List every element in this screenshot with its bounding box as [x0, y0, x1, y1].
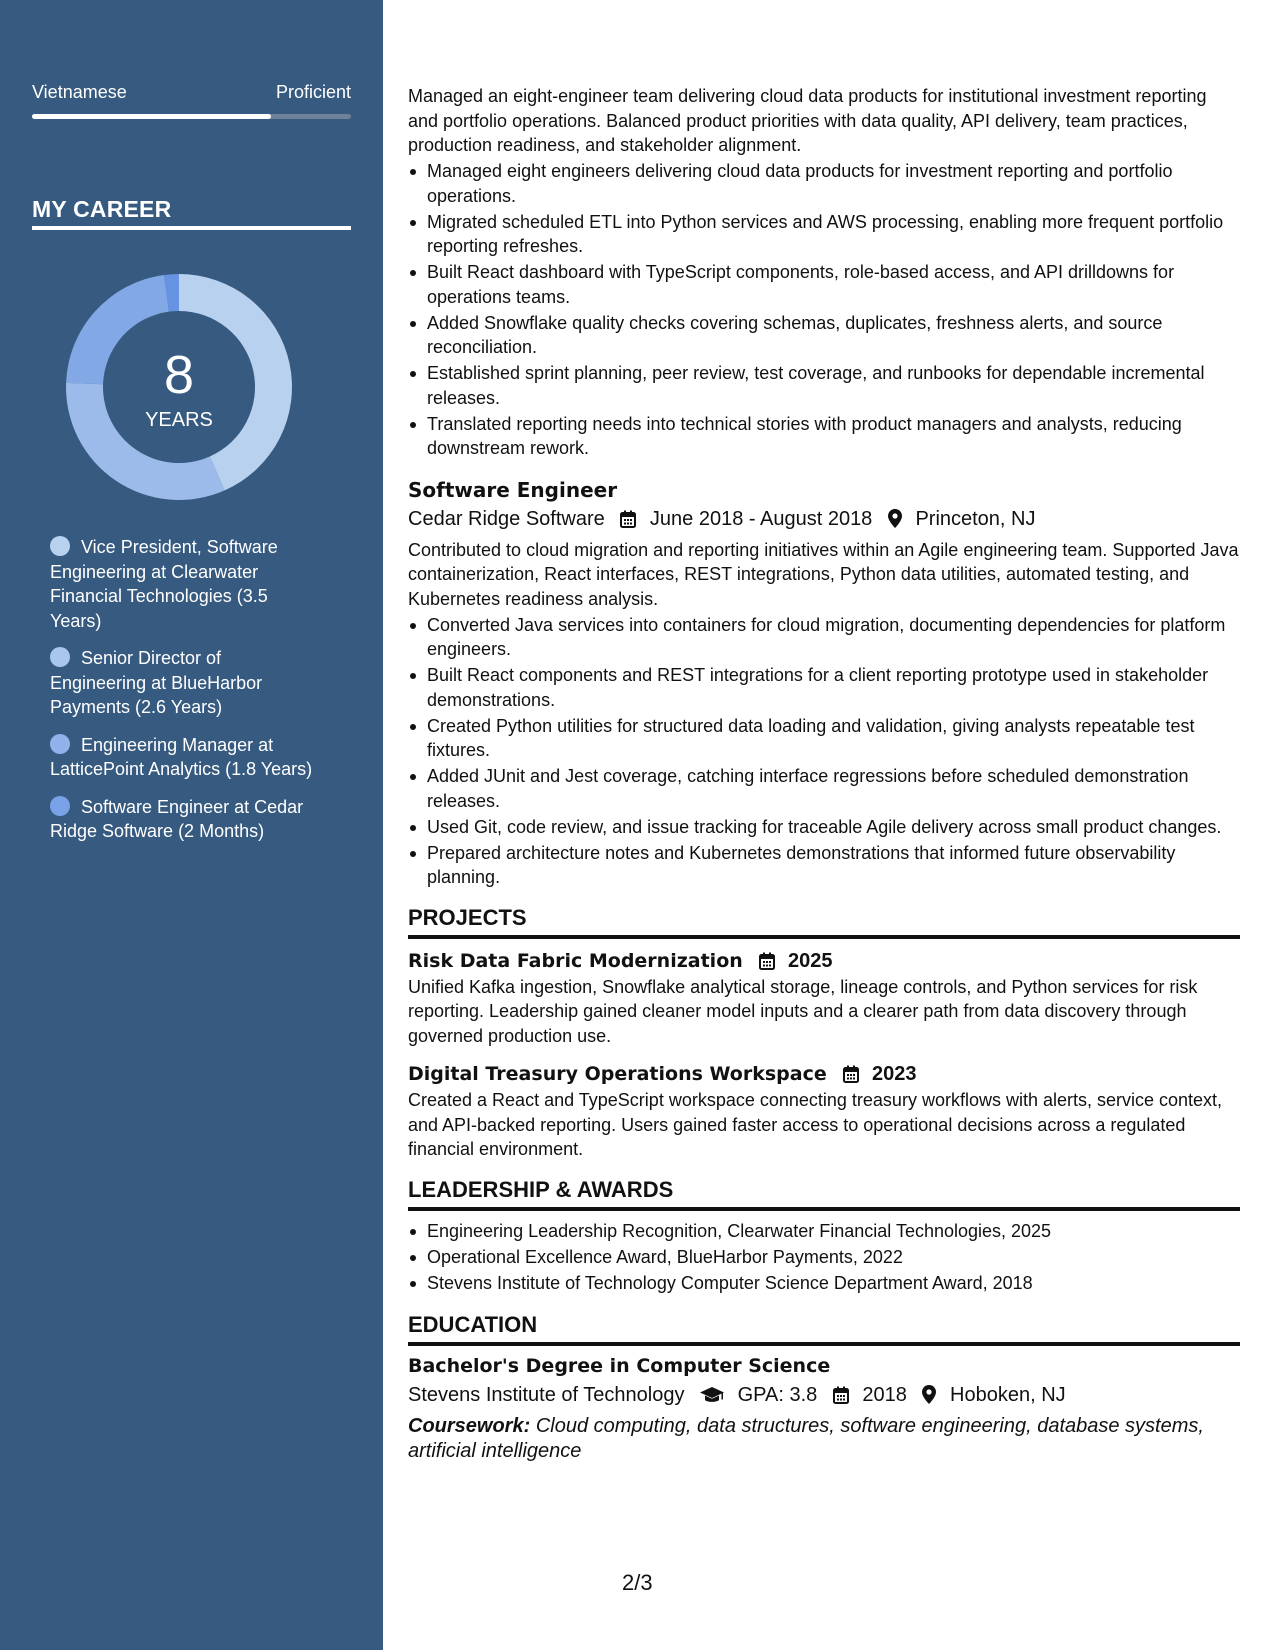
career-item: Senior Director of Engineering at BlueHarbor Payments (2.6 Years): [50, 648, 263, 717]
location-pin-icon: [922, 1385, 936, 1404]
career-item: Engineering Manager at LatticePoint Analytics (1.8 Years): [50, 734, 313, 779]
list-item: Stevens Institute of Technology Computer Science Department Award, 2018: [427, 1271, 1240, 1296]
project-title: Risk Data Fabric Modernization 2025: [408, 949, 833, 972]
sidebar: [0, 0, 383, 1650]
career-heading-rule: [32, 226, 351, 230]
job-summary: Contributed to cloud migration and reporting initiatives within an Agile engineering team. Supported Java containerization, React interfaces, REST integrations, Python data utilities, automated testing, and Kubernetes readiness analysis.: [408, 539, 1239, 609]
job-location: Princeton, NJ: [915, 507, 1036, 530]
project-description: Created a React and TypeScript workspace connecting treasury workflows with alerts, service context, and API-backed reporting. Users gained faster access to operational decisions across a regulated financial environment.: [408, 1090, 1223, 1159]
list-item: Managed eight engineers delivering cloud data products for investment reporting and portfolio operations.: [427, 159, 1240, 208]
main-content: [408, 84, 1240, 1463]
awards-list: [408, 1219, 1240, 1296]
career-dot-icon: [50, 734, 70, 754]
list-item: Added Snowflake quality checks covering schemas, duplicates, freshness alerts, and source reconciliation.: [427, 311, 1240, 360]
language-proficiency-fill: [32, 114, 271, 119]
previous-job-bullets: [408, 159, 1240, 461]
language-level: Proficient: [275, 82, 351, 102]
job-meta: [408, 504, 1240, 534]
coursework: Coursework: Cloud computing, data structures, software engineering, database systems, artificial intelligence: [408, 1415, 1204, 1462]
project-year: 2023: [871, 1063, 917, 1085]
degree-title: Bachelor's Degree in Computer Science: [408, 1355, 831, 1377]
career-heading: MY CAREER: [32, 196, 172, 222]
list-item: Established sprint planning, peer review, test coverage, and runbooks for dependable incremental releases.: [427, 361, 1240, 410]
career-item: Software Engineer at Cedar Ridge Software (2 Months): [50, 796, 304, 841]
graduation-cap-icon: [700, 1386, 724, 1404]
list-item: Created Python utilities for structured data loading and validation, giving analysts repeatable test fixtures.: [427, 714, 1240, 763]
school-name: Stevens Institute of Technology: [408, 1384, 685, 1406]
school-location: Hoboken, NJ: [950, 1384, 1066, 1406]
list-item: Migrated scheduled ETL into Python services and AWS processing, enabling more frequent portfolio reporting refreshes.: [427, 210, 1240, 259]
calendar-icon: [833, 1386, 849, 1404]
job-title: Software Engineer: [408, 477, 618, 502]
list-item: Translated reporting needs into technical stories with product managers and analysts, reducing downstream rework.: [427, 412, 1240, 461]
page-number: 2/3: [622, 1570, 653, 1595]
career-item: Vice President, Software Engineering at Clearwater Financial Technologies (3.5 Years): [50, 537, 278, 631]
donut-years-number: 8: [163, 345, 195, 405]
career-dot-icon: [50, 796, 70, 816]
previous-job-summary: Managed an eight-engineer team delivering cloud data products for institutional investment reporting and portfolio operations. Balanced product priorities with data quality, API delivery, team practices, production readiness, and stakeholder alignment.: [408, 86, 1207, 155]
gpa: GPA: 3.8: [737, 1384, 818, 1406]
list-item: Converted Java services into containers for cloud migration, documenting dependencies for platform engineers.: [427, 613, 1240, 662]
list-item: Prepared architecture notes and Kubernetes demonstrations that informed future observability planning.: [427, 841, 1240, 890]
education-meta: [408, 1380, 1240, 1410]
job-dates: June 2018 - August 2018: [649, 507, 873, 530]
project-description: Unified Kafka ingestion, Snowflake analytical storage, lineage controls, and Python services for risk reporting. Leadership gained cleaner model inputs and a clearer path from data discovery through governed production use.: [408, 976, 1198, 1046]
graduation-year: 2018: [862, 1384, 907, 1406]
project-year: 2025: [788, 949, 833, 972]
calendar-icon: [843, 1065, 859, 1083]
language-name: Vietnamese: [32, 82, 127, 102]
language-proficiency-bar: [32, 114, 351, 119]
list-item: Built React components and REST integrations for a client reporting prototype used in stakeholder demonstrations.: [427, 663, 1240, 712]
list-item: Operational Excellence Award, BlueHarbor Payments, 2022: [427, 1245, 1240, 1270]
location-pin-icon: [888, 509, 902, 528]
list-item: Engineering Leadership Recognition, Clearwater Financial Technologies, 2025: [427, 1219, 1240, 1244]
career-list: [50, 535, 322, 857]
job-company: Cedar Ridge Software: [408, 507, 605, 530]
job-bullets: [408, 613, 1240, 890]
calendar-icon: [759, 952, 775, 970]
calendar-icon: [620, 510, 636, 528]
projects-heading: PROJECTS: [408, 904, 1240, 939]
list-item: Used Git, code review, and issue tracking for traceable Agile delivery across small product changes.: [427, 815, 1240, 840]
project-title: Digital Treasury Operations Workspace 2023: [408, 1063, 917, 1085]
list-item: Added JUnit and Jest coverage, catching interface regressions before scheduled demonstration releases.: [427, 764, 1240, 813]
donut-years-label: YEARS: [145, 409, 213, 431]
education-heading: EDUCATION: [408, 1311, 1240, 1346]
awards-heading: LEADERSHIP & AWARDS: [408, 1176, 1240, 1211]
list-item: Built React dashboard with TypeScript components, role-based access, and API drilldowns for operations teams.: [427, 260, 1240, 309]
career-dot-icon: [50, 647, 70, 667]
career-dot-icon: [50, 536, 70, 556]
